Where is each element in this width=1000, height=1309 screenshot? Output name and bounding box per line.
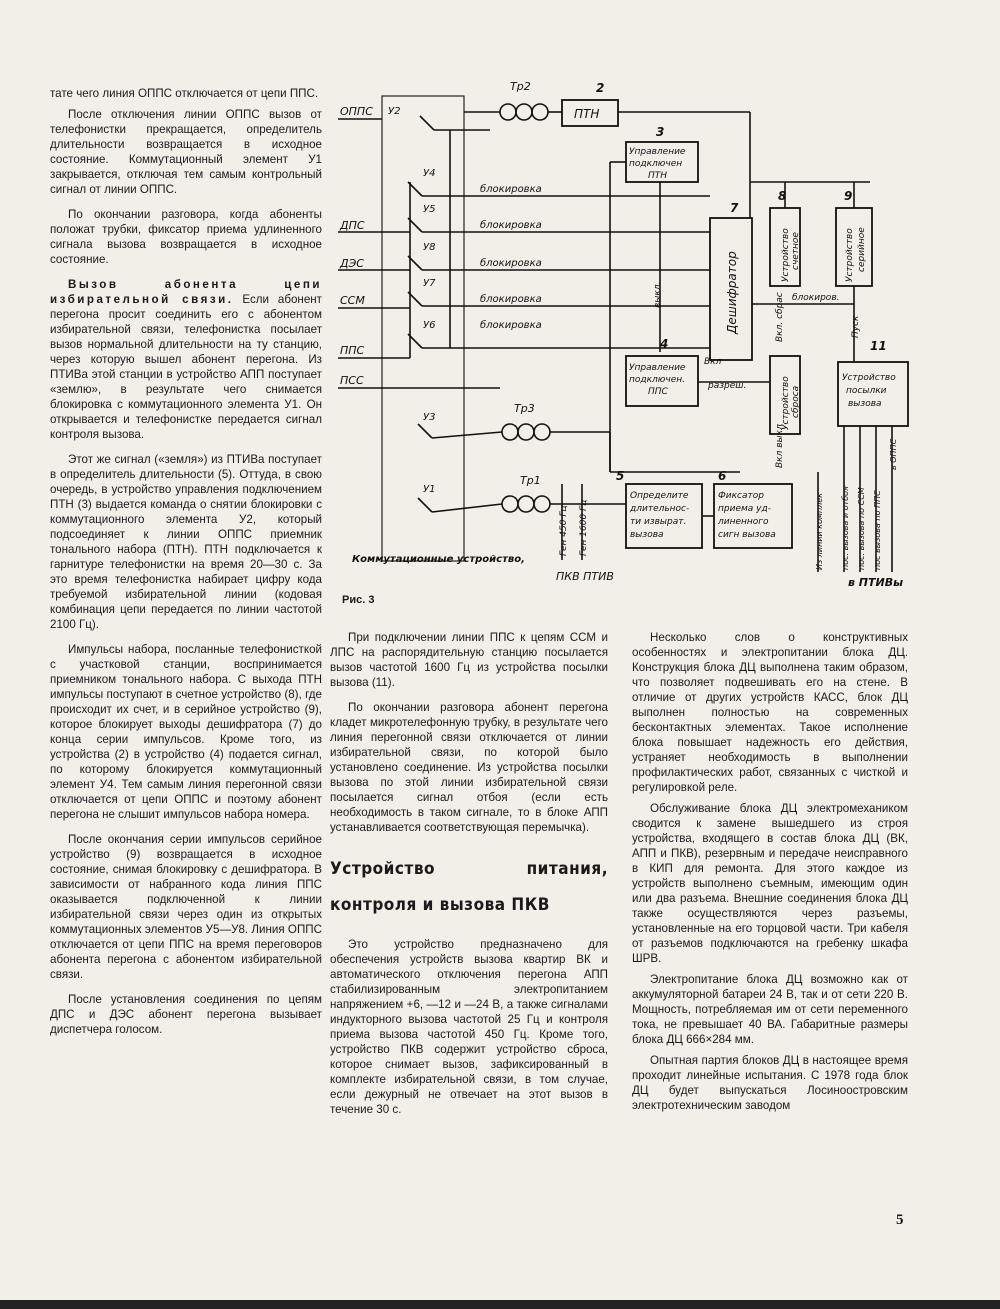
block-number: 2 — [596, 81, 605, 95]
switch-label: У4 — [423, 168, 436, 179]
label-vkl: Вкл — [704, 357, 722, 367]
output-label: в ОППС — [889, 438, 898, 470]
block-3-label: ПТН — [648, 171, 668, 181]
paragraph: Обслуживание блока ДЦ электромехаником сводится к замене вышедшего из строя устройства, входящего в состав блока ДЦ (ВК, АПП и ПКВ), резервным и передаче неисправного в КИП для ремонта. Для этого каждое из устройств выполнено съемным, имеющим один или два разъема. Внешние соединения блока ДЦ также осуществляются через разъемы, установленные на его торцовой части. Три кабеля от разъемов подключаются на гребенку шкафа ШРВ. — [632, 802, 908, 965]
block-10-label: Устройство — [781, 376, 791, 430]
block-11-label: посылки — [846, 386, 887, 396]
label-vkl-vykl: Вкл выкл — [775, 424, 785, 468]
block-number: 9 — [844, 189, 853, 203]
paragraph: После окончания серии импульсов серийное устройство (9) возвращается в исходное состояние, снимая блокировку с дешифратора. В зависимости от набранного кода линия ППС оказывается подключенной к линии избирательной связи через один из открытых коммутационных элементов У5—У8. Линия ОППС отключается от цепи ППС на время переговоров абонента перегона с абонентом избирательной связи. — [50, 833, 322, 981]
switch-label: У3 — [423, 412, 436, 423]
block-6-label: линенного — [718, 517, 769, 527]
switch-label: У8 — [423, 242, 436, 253]
output-label: пос. вызова по ССМ — [857, 487, 866, 570]
block-number: 11 — [870, 339, 887, 353]
commutation-label: Коммутационные устройство, — [352, 554, 525, 565]
label-gen1600: Ген 1600 Гц — [579, 499, 589, 556]
blocking-label: блокировка — [480, 184, 542, 195]
blocking-label: блокировка — [480, 294, 542, 305]
label-pkv-ptiv: ПКВ ПТИВ — [556, 570, 614, 583]
block-10-label: сброса — [791, 385, 801, 418]
label-vykl: выкл. — [653, 281, 663, 308]
block-9-label: серийное — [857, 227, 867, 272]
block-4-label: Управление — [629, 363, 686, 373]
block-6-label: приема уд- — [718, 504, 771, 514]
paragraph-body: Если абонент перегона просит соединить его с абонентом избирательной связи, телефонистка посылает вызов нормальной длительности на ту станцию, через которую вышел абонент перегона. Из ПТИВа этой станции в устройство АПП поступает «землю», в результате чего снимается блокировка с коммутационного элемента У1. Он открывается и телефонистке передается сигнал контроля вызова. — [50, 293, 322, 441]
blocking-label: блокировка — [480, 320, 542, 331]
paragraph: По окончании разговора, когда абоненты положат трубки, фиксатор приема удлиненного сигнала вызова возвращается в исходное состояние. — [50, 208, 322, 266]
label-razresh: разреш. — [708, 381, 747, 391]
line-label-pss: ПСС — [340, 374, 364, 387]
paragraph: Этот же сигнал («земля») из ПТИВа поступает в определитель длительности (5). Оттуда, в свою очередь, в устройство управления подключением ПТН (3) выдается команда о снятии блокировки с коммутационного элемента У2, который подсоединяет к линии ОППС приемник тонального набора (ПТН). ПТН подключается к гарнитуре телефонистки на время 20—30 с. За это время телефонистка набирает цифру кода требуемой избирательной линии (кодовая комбинация цепи передается по линии частотой 2100 Гц). — [50, 453, 322, 631]
line-label-oppc: ОППС — [340, 105, 373, 118]
output-label: пос. вызова и отбоя — [841, 486, 850, 570]
label-pusk: Пуск — [851, 315, 861, 338]
block-6-label: сигн вызова — [718, 530, 776, 540]
output-label: Из линии комплек — [815, 492, 824, 570]
block-3-label: Управление — [629, 147, 686, 157]
paragraph: После отключения линии ОППС вызов от телефонистки прекращается, определитель длительности возвращается в исходное состояние. Коммутационный элемент У1 закрывается, отключая тем самым контрольный сигнал от линии ОППС. — [50, 108, 322, 196]
block-3-label: подключен — [629, 159, 683, 169]
scan-edge — [0, 1300, 1000, 1309]
blocking-label: блокировка — [480, 220, 542, 231]
block-5-label: ти извырат. — [630, 517, 687, 527]
switch-label: У2 — [388, 106, 401, 117]
switch-label: У6 — [423, 320, 436, 331]
text-column-middle — [330, 630, 608, 1123]
switch-label: У7 — [423, 278, 436, 289]
block-5-label: Определите — [630, 491, 689, 501]
label-vkl-sbros: Вкл. сбрас — [775, 292, 785, 342]
output-label: пос вызова по ППС — [873, 490, 882, 570]
block-5-label: длительнос- — [630, 504, 690, 514]
paragraph: Это устройство предназначено для обеспечения устройств вызова квартир ВК и автоматического отключения перегона АПП стабилизированным электропитанием напряжением +6, —12 и —24 В, а также сигналами индукторного вызова частотой 25 Гц и контроля приема вызова частотой 450 Гц. Кроме того, устройство ПКВ содержит устройство сброса, которое снимает вызов, зафиксированный в комплекте избирательной связи, в том случае, если дежурный не отвечает на этот вызов в течение 30 с. — [330, 938, 608, 1116]
block-11-label: вызова — [848, 399, 882, 409]
switch-label: У1 — [423, 484, 436, 495]
page-number: 5 — [896, 1212, 904, 1228]
line-label-dps: ДПС — [340, 219, 365, 232]
block-decoder-label: Дешифратор — [725, 251, 739, 334]
paragraph-lead: Вызов абонента цепи избирательной связи. — [50, 278, 322, 306]
line-label-pps: ППС — [340, 344, 365, 357]
text-column-right — [632, 630, 908, 1119]
paragraph: После установления соединения по цепям ДПС и ДЭС абонент перегона вызывает диспетчера голосом. — [50, 993, 322, 1036]
block-number: 7 — [730, 201, 739, 215]
paragraph: При подключении линии ППС к цепям ССМ и ЛПС на распорядительную станцию посылается вызов частотой 1600 Гц из устройства посылки вызова (11). — [330, 631, 608, 689]
section-heading: Устройство питания, контроля и вызова ПКВ — [330, 859, 608, 915]
transformer-label: Тр1 — [520, 474, 541, 487]
label-gen450: Ген 450 Гц — [559, 505, 569, 556]
block-number: 8 — [778, 189, 787, 203]
paragraph — [50, 277, 322, 442]
block-8-label: Устройство — [781, 228, 791, 282]
blocking-label: блокировка — [480, 258, 542, 269]
line-label-ssm: ССМ — [340, 294, 365, 307]
block-6-label: Фиксатор — [718, 491, 764, 501]
block-5-label: вызова — [630, 530, 664, 540]
block-4-label: ППС — [648, 387, 668, 397]
label-blokirov: блокиров. — [792, 293, 840, 303]
block-number: 3 — [656, 125, 665, 139]
paragraph: Электропитание блока ДЦ возможно как от аккумуляторной батареи 24 В, так и от сети 220 В. Мощность, потребляемая им от сети переменного тока, не превышает 40 ВА. Габаритные размеры блока ДЦ 666×284 мм. — [632, 973, 908, 1046]
switch-label: У5 — [423, 204, 436, 215]
block-ptn-label: ПТН — [574, 107, 600, 121]
paragraph: Импульсы набора, посланные телефонисткой с участковой станции, воспринимается приемником тонального набора. С выхода ПТН импульсы поступают в счетное устройство (8), где происходит их счет, и в серийное устройство (9), которое блокирует выходы дешифратора (7) до конца серии импульсов. Кроме того, из устройства (2) в устройство (4) подается сигнал, по которому блокируется коммутационный элемент У4. Тем самым линия перегонной связи отключается от цепи ОППС и поэтому абонент перегона не слышит импульсов набора номера. — [50, 643, 322, 821]
text-column-left — [50, 86, 322, 1043]
paragraph: Опытная партия блоков ДЦ в настоящее время проходит линейные испытания. С 1978 года блок ДЦ будет выпускаться Лосиноостровским электротехническим заводом — [632, 1054, 908, 1112]
line-label-des: ДЭС — [340, 257, 364, 270]
block-11-label: Устройство — [842, 373, 896, 383]
transformer-label: Тр2 — [510, 80, 531, 93]
paragraph: По окончании разговора абонент перегона кладет микротелефонную трубку, в результате чего линия перегонной связи отключается от линии избирательной связи, по которой было установлено соединение. Из устройства посылки вызова по этой линии избирательной связи посылается сигнал отбоя (если есть необходимость в таком сигнале, то в блоке АПП устанавливается соответствующая перемычка). — [330, 701, 608, 834]
block-8-label: счетное — [791, 232, 801, 270]
paragraph: тате чего линия ОППС отключается от цепи ППС. — [50, 87, 319, 100]
transformer-label: Тр3 — [514, 402, 535, 415]
paragraph: Несколько слов о конструктивных особенностях и электропитании блока ДЦ. Конструкция блока ДЦ выполнена таким образом, что позволяет подвешивать его на стене. В отличие от других устройств КАСС, блок ДЦ выполнен полностью на современных бесконтактных элементах. Такое исполнение блока повышает надежность его действия, устраняет необходимость в выполнении профилактических работ, связанных с чисткой и регулировкой реле. — [632, 631, 908, 794]
block-diagram — [330, 72, 920, 592]
block-number: 6 — [718, 469, 727, 483]
label-v-ptivy: в ПТИВы — [848, 576, 904, 589]
block-9-label: Устройство — [845, 228, 855, 282]
figure-caption: Рис. 3 — [342, 594, 375, 606]
block-number: 4 — [660, 337, 669, 351]
block-4-label: подключен. — [629, 375, 685, 385]
block-number: 5 — [616, 469, 625, 483]
